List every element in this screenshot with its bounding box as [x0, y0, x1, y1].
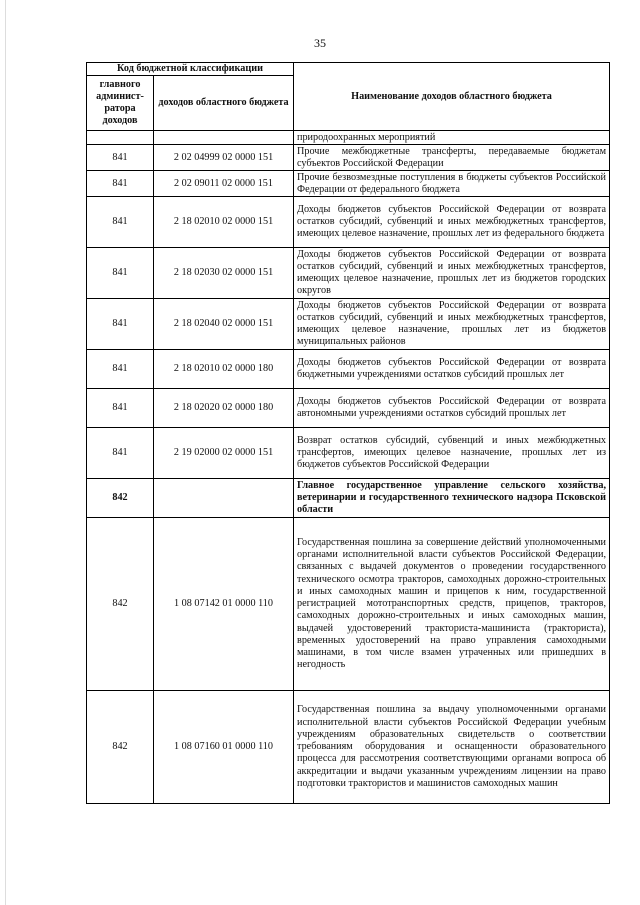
revenue-code-cell: 1 08 07160 01 0000 110 — [154, 691, 294, 804]
revenue-code-cell: 2 18 02010 02 0000 151 — [154, 197, 294, 248]
revenue-name-cell: природоохранных мероприятий — [294, 131, 610, 145]
table-row — [87, 171, 610, 197]
revenue-code-cell — [154, 479, 294, 518]
admin-code-cell: 841 — [87, 171, 154, 197]
revenue-name-cell: Доходы бюджетов субъектов Российской Федерации от возврата остатков субсидий, субвенций и иных межбюджетных трансфертов, имеющих целевое назначение, прошлых лет из федерального бюджета — [294, 197, 610, 248]
revenue-name-cell: Возврат остатков субсидий, субвенций и иных межбюджетных трансфертов, имеющих целевое назначение, прошлых лет из бюджетов субъектов Российской Федерации — [294, 428, 610, 479]
revenue-name-cell: Государственная пошлина за выдачу уполномоченными органами исполнительной власти субъектов Российской Федерации учебным учреждениям образовательных свидетельств о соответствии требованиям оборудования и оснащенности образовательного процесса для рассмотрения соответствующими органами вопроса об аккредитации и выдачи указанным учреждениям лицензии на право подготовки трактористов и машинистов самоходных машин — [294, 691, 610, 804]
revenue-code-cell: 2 19 02000 02 0000 151 — [154, 428, 294, 479]
table-row — [87, 131, 610, 145]
revenue-code-cell: 2 18 02040 02 0000 151 — [154, 299, 294, 350]
admin-code-cell: 841 — [87, 145, 154, 171]
table-row — [87, 197, 610, 248]
department-name-cell: Главное государственное управление сельского хозяйства, ветеринарии и государственного технического надзора Псковской области — [294, 479, 610, 518]
revenue-name-cell: Доходы бюджетов субъектов Российской Федерации от возврата бюджетными учреждениями остатков субсидий прошлых лет — [294, 350, 610, 389]
revenue-code-cell: 2 18 02010 02 0000 180 — [154, 350, 294, 389]
table-row — [87, 299, 610, 350]
revenue-code-cell: 2 02 04999 02 0000 151 — [154, 145, 294, 171]
header-code-column: доходов областного бюджета — [154, 76, 294, 131]
table-row — [87, 691, 610, 804]
admin-code-cell — [87, 131, 154, 145]
revenue-name-cell: Доходы бюджетов субъектов Российской Федерации от возврата автономными учреждениями остатков субсидий прошлых лет — [294, 389, 610, 428]
table-row — [87, 389, 610, 428]
page-number: 35 — [314, 36, 326, 50]
admin-code-cell: 842 — [87, 691, 154, 804]
table-row — [87, 145, 610, 171]
table-row-department — [87, 479, 610, 518]
revenue-code-cell: 1 08 07142 01 0000 110 — [154, 518, 294, 691]
revenue-code-cell — [154, 131, 294, 145]
header-admin-column: главного админист-ратора доходов — [87, 76, 154, 131]
admin-code-cell: 841 — [87, 248, 154, 299]
revenue-code-cell: 2 18 02030 02 0000 151 — [154, 248, 294, 299]
table-header-row — [87, 63, 610, 76]
admin-code-cell: 842 — [87, 518, 154, 691]
admin-code-cell: 842 — [87, 479, 154, 518]
revenue-code-cell: 2 18 02020 02 0000 180 — [154, 389, 294, 428]
admin-code-cell: 841 — [87, 350, 154, 389]
revenue-name-cell: Доходы бюджетов субъектов Российской Федерации от возврата остатков субсидий, субвенций и иных межбюджетных трансфертов, имеющих целевое назначение, прошлых лет из бюджетов муниципальных районов — [294, 299, 610, 350]
revenue-name-cell: Прочие безвозмездные поступления в бюджеты субъектов Российской Федерации от федерального бюджета — [294, 171, 610, 197]
table-row — [87, 428, 610, 479]
table-row — [87, 518, 610, 691]
header-group: Код бюджетной классификации — [87, 63, 294, 76]
admin-code-cell: 841 — [87, 197, 154, 248]
revenue-code-cell: 2 02 09011 02 0000 151 — [154, 171, 294, 197]
revenue-name-cell: Доходы бюджетов субъектов Российской Федерации от возврата остатков субсидий, субвенций и иных межбюджетных трансфертов, имеющих целевое назначение, прошлых лет из бюджетов городских округов — [294, 248, 610, 299]
admin-code-cell: 841 — [87, 428, 154, 479]
table-row — [87, 350, 610, 389]
revenue-name-cell: Прочие межбюджетные трансферты, передаваемые бюджетам субъектов Российской Федерации — [294, 145, 610, 171]
header-name-column: Наименование доходов областного бюджета — [294, 63, 610, 131]
budget-classification-table — [86, 62, 610, 804]
table-row — [87, 248, 610, 299]
admin-code-cell: 841 — [87, 389, 154, 428]
admin-code-cell: 841 — [87, 299, 154, 350]
revenue-name-cell: Государственная пошлина за совершение действий уполномоченными органами исполнительной власти субъектов Российской Федерации, связанных с выдачей документов о проведении государственного технического осмотра тракторов, самоходных дорожно-строительных и иных самоходных машин и прицепов к ним, государственной регистрацией мототранспортных средств, прицепов, тракторов, самоходных дорожно-строительных и иных самоходных машин, выдачей удостоверений тракториста-машиниста (тракториста), временных удостоверений на право управления самоходными машинами, в том числе взамен утраченных или пришедших в негодность — [294, 518, 610, 691]
scan-edge-line — [5, 0, 6, 905]
